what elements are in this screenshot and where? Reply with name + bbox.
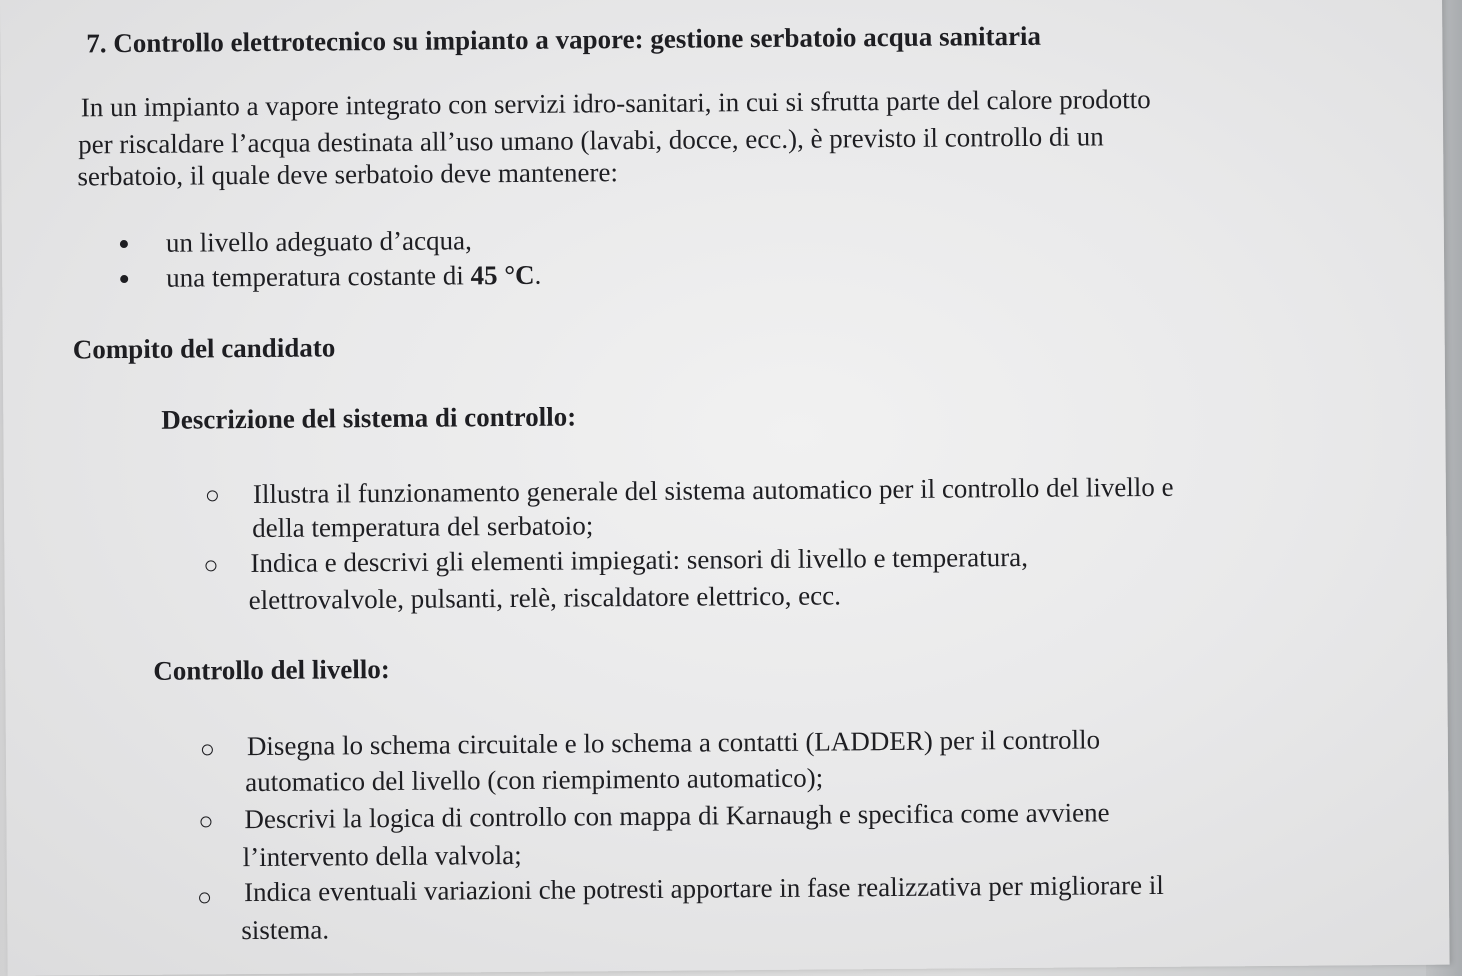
section-heading-level-control: Controllo del livello: (153, 653, 390, 686)
temperature-value: 45 °C (470, 259, 535, 291)
task-heading: Compito del candidato (72, 332, 336, 365)
intro-line-3: serbatoio, il quale deve serbatoio deve mantenere: (77, 157, 619, 192)
bullet-dot-icon (120, 240, 128, 248)
bullet-dot-icon (120, 275, 128, 283)
item-3-line-2: automatico del livello (con riempimento automatico); (245, 762, 824, 798)
requirement-temperature-end: . (534, 259, 542, 290)
bullet-circle-icon (205, 560, 216, 571)
item-5-line-2: sistema. (241, 914, 330, 946)
item-4-line-2: l’intervento della valvola; (242, 839, 522, 873)
item-2-line-2: elettrovalvole, pulsanti, relè, riscaldatore elettrico, ecc. (248, 580, 842, 616)
item-3-line-1: Disegna lo schema circuitale e lo schema a contatti (LADDER) per il controllo (246, 724, 1101, 762)
item-4-line-1: Descrivi la logica di controllo con mappa di Karnaugh e specifica come avviene (244, 797, 1110, 835)
bullet-circle-icon (199, 892, 210, 903)
bullet-circle-icon (202, 744, 213, 755)
intro-line-1: In un impianto a vapore integrato con servizi idro-sanitari, in cui si sfrutta parte del calore prodotto (80, 83, 1151, 123)
bullet-circle-icon (200, 816, 211, 827)
section-heading-control-system: Descrizione del sistema di controllo: (161, 401, 577, 435)
item-5-line-1: Indica eventuali variazioni che potresti apportare in fase realizzativa per migliorare il (243, 869, 1164, 908)
exercise-title: 7. Controllo elettrotecnico su impianto a vapore: gestione serbatoio acqua sanitaria (86, 20, 1042, 59)
item-2-line-1: Indica e descrivi gli elementi impiegati: sensori di livello e temperatura, (250, 541, 1029, 579)
bullet-circle-icon (207, 490, 218, 501)
item-1-line-2: della temperatura del serbatoio; (252, 510, 594, 544)
requirement-level: un livello adeguato d’acqua, (165, 225, 472, 258)
requirement-temperature (166, 259, 541, 294)
requirement-temperature-text: una temperatura costante di (166, 260, 471, 293)
item-1-line-1: Illustra il funzionamento generale del sistema automatico per il controllo del livello e (252, 471, 1174, 510)
intro-line-2: per riscaldare l’acqua destinata all’uso umano (lavabi, docce, ecc.), è previsto il controllo di un (78, 121, 1104, 160)
